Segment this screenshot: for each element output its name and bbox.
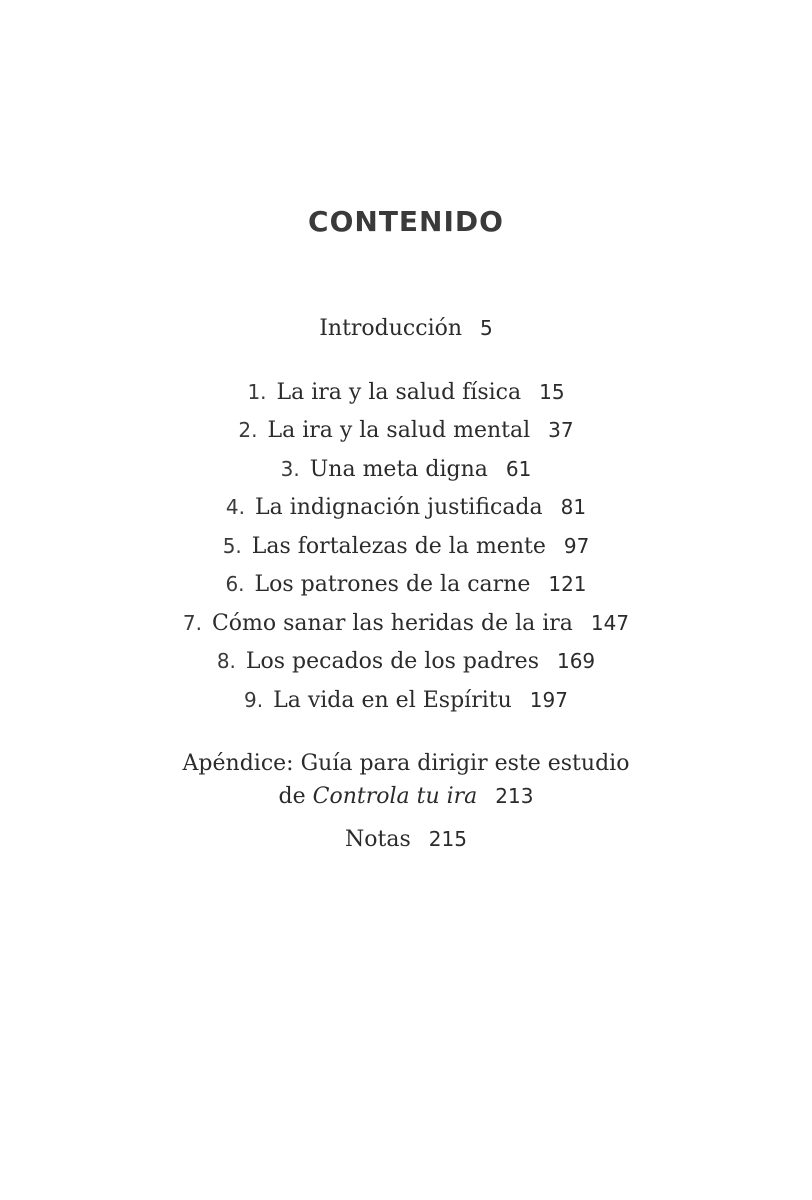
toc-entry-chapter-1 — [0, 377, 812, 408]
toc-entry-appendix-line-1 — [0, 749, 812, 779]
toc-entry-intro — [0, 313, 812, 344]
chapter-number: 1. — [247, 380, 267, 404]
toc-entry-chapter-6 — [0, 569, 812, 600]
toc-entry-chapter-2 — [0, 415, 812, 446]
toc-entry-chapter-5 — [0, 531, 812, 562]
toc-entry-chapter-4 — [0, 492, 812, 523]
entry-label: Notas — [345, 827, 411, 852]
entry-page-number: 61 — [505, 457, 532, 481]
entry-label: Una meta digna — [309, 457, 488, 482]
entry-page-number: 81 — [560, 495, 587, 519]
entry-page-number: 37 — [548, 418, 574, 442]
entry-label: Cómo sanar las heridas de la ira — [211, 611, 573, 636]
entry-page-number: 15 — [539, 380, 565, 404]
chapter-number: 9. — [244, 688, 264, 712]
entry-page-number: 213 — [495, 784, 534, 808]
entry-page-number: 5 — [480, 316, 493, 340]
entry-label: La ira y la salud física — [276, 380, 522, 405]
chapter-number: 2. — [238, 418, 258, 442]
entry-label: La indignación justificada — [254, 495, 543, 520]
toc-entry-notes — [0, 824, 812, 855]
entry-label: Los pecados de los padres — [245, 649, 539, 674]
entry-label: Las fortalezas de la mente — [251, 534, 546, 559]
entry-label-prefix: de — [278, 784, 306, 809]
entry-label: Introducción — [319, 316, 463, 341]
chapter-number: 8. — [216, 649, 236, 673]
chapter-number: 3. — [280, 457, 300, 481]
entry-page-number: 215 — [428, 827, 467, 851]
entry-page-number: 169 — [556, 649, 596, 673]
toc-entry-chapter-9 — [0, 685, 812, 716]
toc-entry-chapter-7 — [0, 608, 812, 639]
entry-label: Los patrones de la carne — [254, 572, 531, 597]
chapter-number: 4. — [225, 495, 245, 519]
toc-entry-chapter-3 — [0, 454, 812, 485]
entry-page-number: 97 — [563, 534, 590, 558]
chapter-number: 7. — [182, 611, 202, 635]
entry-page-number: 197 — [529, 688, 568, 712]
entry-label: Apéndice: Guía para dirigir este estudio — [182, 751, 630, 776]
entry-page-number: 121 — [548, 572, 587, 596]
chapter-number: 6. — [225, 572, 245, 596]
chapter-number: 5. — [222, 534, 242, 558]
toc-entry-appendix-line-2 — [0, 781, 812, 812]
entry-label: La ira y la salud mental — [267, 418, 531, 443]
entry-label: La vida en el Espíritu — [273, 688, 512, 713]
page-title: CONTENIDO — [308, 205, 504, 238]
book-title-italic: Controla tu ira — [312, 784, 478, 809]
toc-entry-chapter-8 — [0, 646, 812, 677]
entry-page-number: 147 — [590, 611, 630, 635]
